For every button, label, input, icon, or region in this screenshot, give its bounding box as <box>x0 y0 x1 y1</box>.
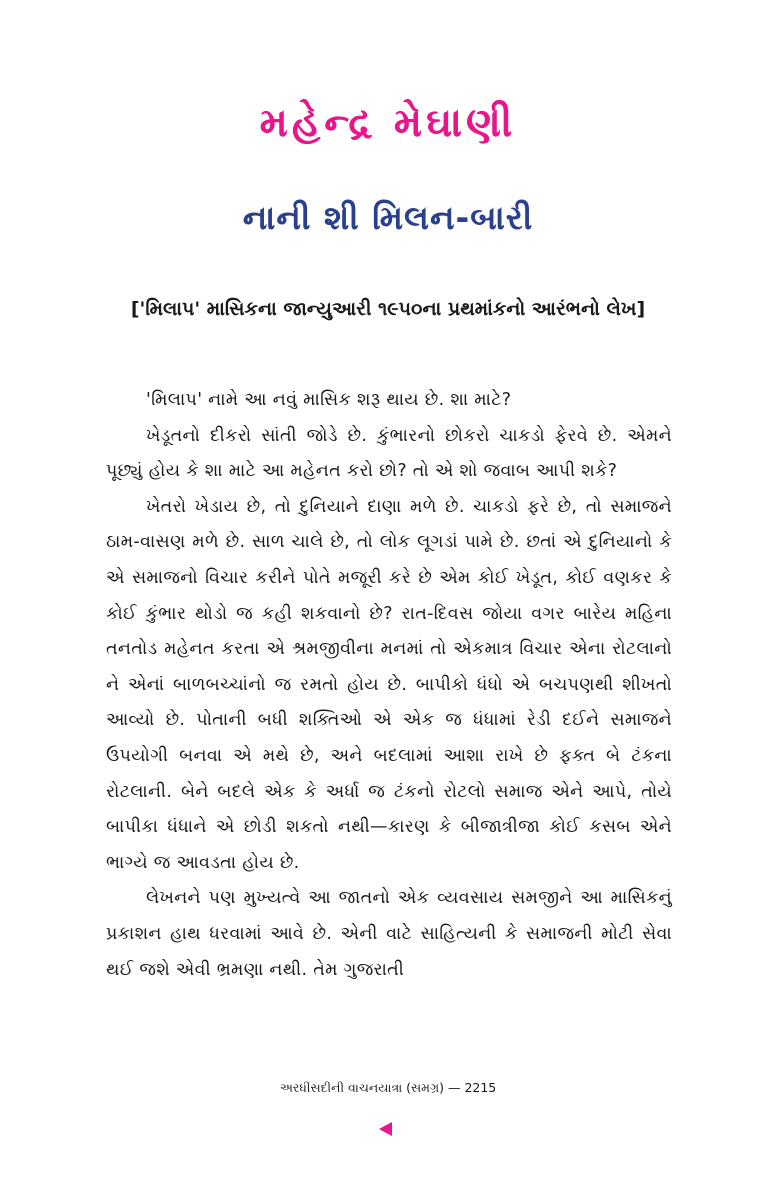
previous-page-arrow-icon[interactable] <box>379 1122 392 1136</box>
article-body <box>106 383 672 988</box>
article-subtitle: ['મિલાપ' માસિકના જાન્યુઆરી ૧૯૫૦ના પ્રથમાંકનો આરંભનો લેખ] <box>130 298 646 320</box>
paragraph: લેખનને પણ મુખ્યત્વે આ જાતનો એક વ્યવસાય સમજીને આ માસિકનું પ્રકાશન હાથ ધરવામાં આવે છે. એની વાટે સાહિત્યની કે સમાજની મોટી સેવા થઈ જશે એવી ભ્રમણા નથી. તેમ ગુજરાતી <box>106 888 672 980</box>
paragraph: ખેડૂતનો દીકરો સાંતી જોડે છે. કુંભારનો છોકરો ચાકડો ફેરવે છે. એમને પૂછ્યું હોય કે શા માટે આ મહેનત કરો છો? તો એ શો જવાબ આપી શકે? <box>106 425 672 482</box>
page-footer: અરધીસદીની વાચનયાત્રા (સમગ્ર) — 2215 <box>279 1080 497 1095</box>
article-title: નાની શી મિલન-બારી <box>242 198 534 237</box>
paragraph: ખેતરો ખેડાય છે, તો દુનિયાને દાણા મળે છે. ચાકડો ફરે છે, તો સમાજને ઠામ-વાસણ મળે છે. સાળ ચાલે છે, તો લોક લૂગડાં પામે છે. છતાં એ દુનિયાનો કે એ સમાજનો વિચાર કરીને પોતે મજૂરી કરે છે એમ કોઈ ખેડૂત, કોઈ વણકર કે કોઈ કુંભાર થોડો જ કહી શકવાનો છે? રાત-દિવસ જોયા વગર બારેય મહિના તનતોડ મહેનત કરતા એ શ્રમજીવીના મનમાં તો એકમાત્ર વિચાર એના રોટલાનો ને એનાં બાળબચ્ચાંનો જ રમતો હોય છે. બાપીકો ધંધો એ બચપણથી શીખતો આવ્યો છે. પોતાની બધી શક્તિઓ એ એક જ ધંધામાં રેડી દઈને સમાજને ઉપયોગી બનવા એ મથે છે, અને બદલામાં આશા રાખે છે ફક્ત બે ટંકના રોટલાની. બેને બદલે એક કે અર્ધા જ ટંકનો રોટલો સમાજ એને આપે, તોયે બાપીકા ધંધાને એ છોડી શકતો નથી—કારણ કે બીજાત્રીજા કોઈ કસબ એને ભાગ્યે જ આવડતા હોય છે. <box>106 496 672 873</box>
author-name: મહેન્દ્ર મેઘાણી <box>259 100 517 146</box>
paragraph: 'મિલાપ' નામે આ નવું માસિક શરૂ થાય છે. શા માટે? <box>146 390 512 410</box>
